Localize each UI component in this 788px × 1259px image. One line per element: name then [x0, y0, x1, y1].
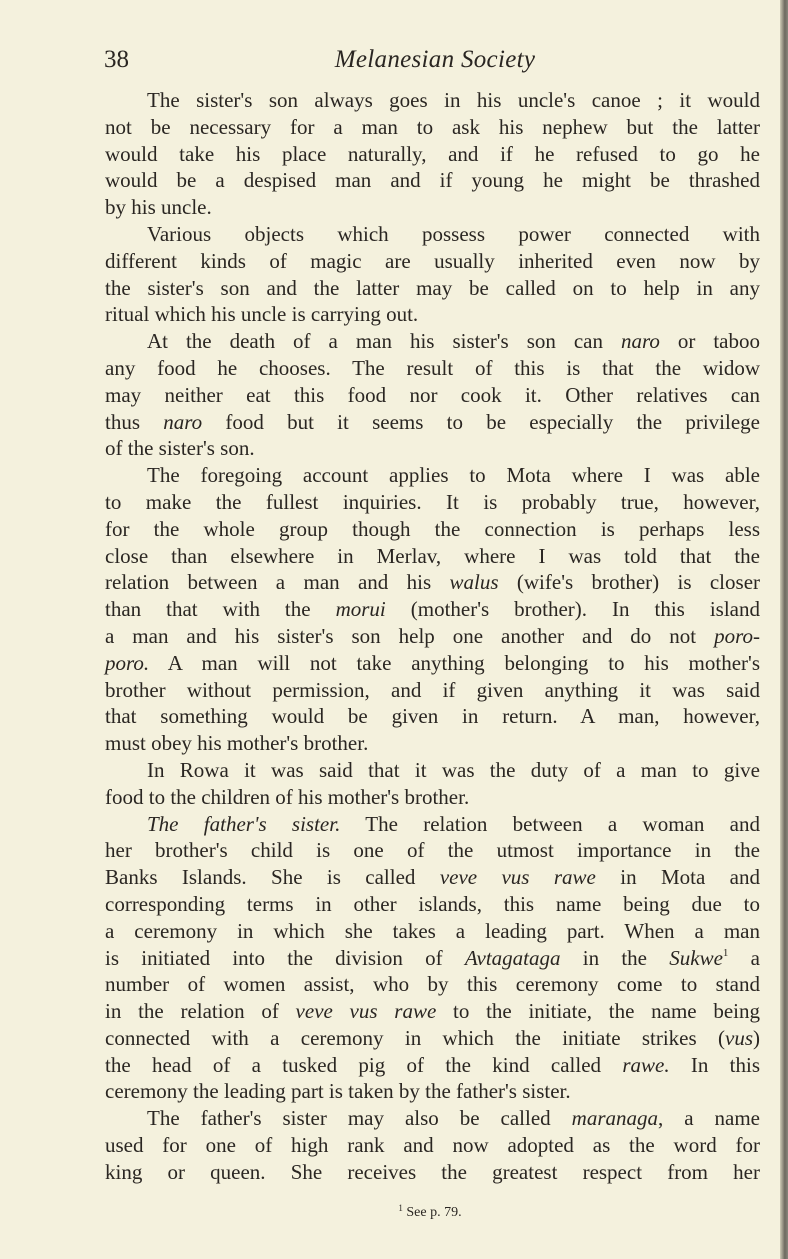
- paragraph: [105, 87, 760, 221]
- text-line: close than elsewhere in Merlav, where I was told that the: [105, 543, 760, 568]
- text-line: of the sister's son.: [105, 436, 255, 461]
- text-line: a ceremony in which she takes a leading part. When a man: [105, 918, 760, 943]
- footnote-reference: 1: [722, 946, 729, 959]
- text-line: any food he chooses. The result of this is that the widow: [105, 355, 760, 380]
- italic-term: rawe.: [622, 1052, 670, 1077]
- italic-term: poro.: [105, 650, 150, 675]
- text-line: the head of a tusked pig of the kind called rawe. In this: [105, 1052, 760, 1077]
- text-line: would take his place naturally, and if he refused to go he: [105, 141, 760, 166]
- text-line: a man and his sister's son help one another and do not poro-: [105, 623, 760, 648]
- text-line: must obey his mother's brother.: [105, 731, 369, 756]
- text-line: is initiated into the division of Avtagataga in the Sukwe$^1$ a: [105, 945, 760, 970]
- text-line: king or queen. She receives the greatest respect from her: [105, 1159, 760, 1184]
- italic-term: The father's sister.: [147, 811, 341, 836]
- text-line: poro. A man will not take anything belonging to his mother's: [105, 650, 760, 675]
- text-line: Various objects which possess power connected with: [147, 221, 760, 246]
- italic-term: walus: [449, 570, 499, 595]
- text-line: thus naro food but it seems to be especially the privilege: [105, 409, 760, 434]
- footnote: [330, 1203, 530, 1221]
- italic-term: Sukwe: [669, 945, 723, 970]
- italic-term: naro: [163, 409, 203, 434]
- text-line: not be necessary for a man to ask his nephew but the latter: [105, 114, 760, 139]
- italic-term: maranaga: [571, 1106, 658, 1131]
- text-line: food to the children of his mother's brother.: [105, 784, 470, 809]
- text-line: by his uncle.: [105, 195, 212, 220]
- paragraph: [105, 328, 760, 462]
- text-line: than that with the morui (mother's brother). In this island: [105, 597, 760, 622]
- text-line: different kinds of magic are usually inherited even now by: [105, 248, 760, 273]
- footnote-text: See p. 79.: [406, 1205, 462, 1220]
- text-line: brother without permission, and if given anything it was said: [105, 677, 760, 702]
- text-line: used for one of high rank and now adopted as the word for: [105, 1133, 760, 1158]
- italic-term: veve vus rawe: [439, 865, 596, 890]
- paragraph: [105, 462, 760, 757]
- italic-term: naro: [620, 329, 660, 354]
- paragraph: [105, 811, 760, 1106]
- running-title: Melanesian Society: [334, 46, 536, 73]
- text-line: to make the fullest inquiries. It is probably true, however,: [105, 489, 760, 514]
- paragraph: [105, 757, 760, 811]
- text-line: in the relation of veve vus rawe to the initiate, the name being: [105, 999, 761, 1024]
- text-line: would be a despised man and if young he might be thrashed: [105, 168, 760, 193]
- text-line: corresponding terms in other islands, this name being due to: [105, 891, 760, 916]
- text-line: may neither eat this food nor cook it. Other relatives can: [105, 382, 760, 407]
- text-line: connected with a ceremony in which the initiate strikes (vus): [105, 1025, 760, 1050]
- text-line: The sister's son always goes in his uncle's canoe ; it would: [147, 88, 760, 112]
- page-edge-shadow: [780, 0, 788, 1259]
- text-line: her brother's child is one of the utmost importance in the: [105, 838, 760, 863]
- text-line: for the whole group though the connection is perhaps less: [105, 516, 760, 541]
- text-line: relation between a man and his walus (wife's brother) is closer: [105, 570, 761, 595]
- italic-term: vus: [725, 1025, 753, 1050]
- text-line: Banks Islands. She is called veve vus rawe in Mota and: [105, 865, 760, 890]
- footnote-marker: 1: [398, 1203, 403, 1213]
- text-line: At the death of a man his sister's son can naro or taboo: [147, 329, 760, 354]
- italic-term: poro-: [714, 623, 760, 648]
- text-line: ritual which his uncle is carrying out.: [105, 302, 419, 327]
- italic-term: morui: [335, 597, 386, 622]
- page-number: 38: [104, 46, 129, 73]
- text-line: number of women assist, who by this ceremony come to stand: [105, 972, 760, 997]
- text-line: that something would be given in return. A man, however,: [105, 704, 760, 729]
- text-line: The father's sister may also be called maranaga, a name: [147, 1106, 760, 1131]
- text-line: the sister's son and the latter may be called on to help in any: [105, 275, 760, 300]
- text-line: The father's sister. The relation between a woman and: [147, 811, 760, 836]
- italic-term: veve vus rawe: [295, 999, 437, 1024]
- paragraph: [105, 1105, 760, 1185]
- italic-term: Avtagataga: [464, 945, 561, 970]
- text-line: In Rowa it was said that it was the duty of a man to give: [147, 757, 760, 782]
- paragraph: [105, 221, 760, 328]
- text-line: The foregoing account applies to Mota where I was able: [147, 463, 760, 488]
- body-text: [105, 87, 760, 1186]
- text-line: ceremony the leading part is taken by the father's sister.: [105, 1079, 571, 1104]
